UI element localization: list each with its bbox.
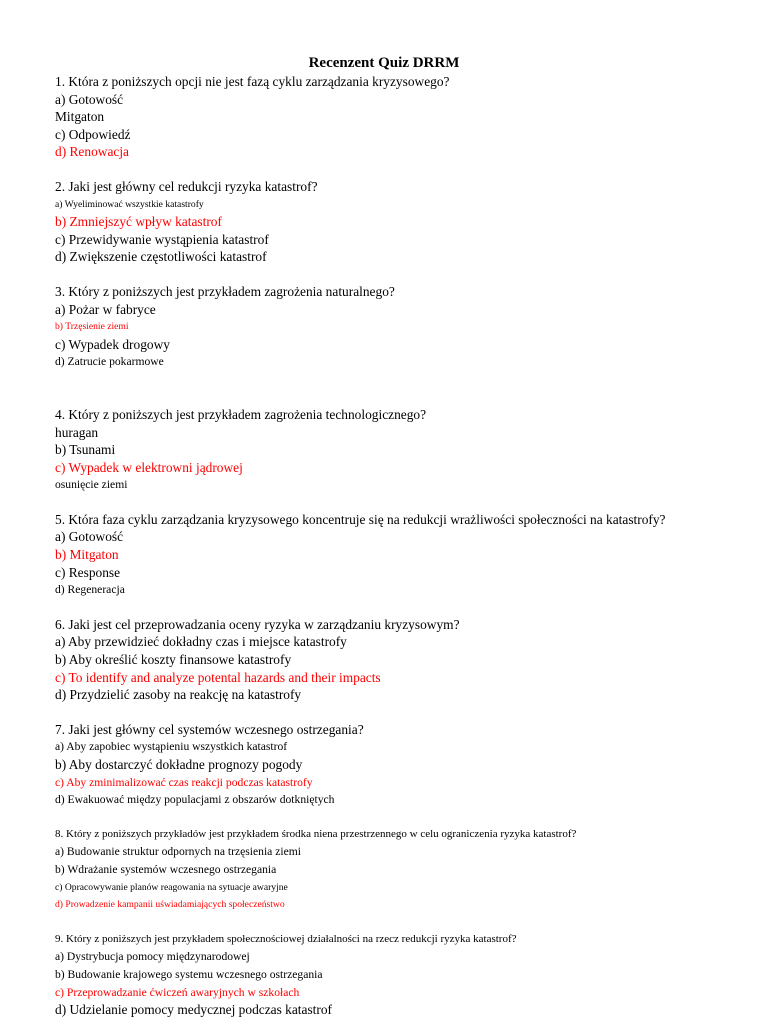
question-spacer [55,266,768,283]
answer-option: huragan [55,424,99,440]
question-spacer [55,494,768,511]
question-spacer [55,599,768,616]
question-4 [55,406,768,494]
answer-option-correct: c) To identify and analyze potental hazards and their impacts [55,669,381,685]
answer-option: c) Opracowywanie planów reagowania na sytuacje awaryjne [55,881,288,893]
question-9 [55,931,768,1019]
answer-option: a) Aby zapobiec wystąpieniu wszystkich katastrof [55,740,288,754]
question-text: 3. Który z poniższych jest przykładem zagrożenia naturalnego? [55,283,395,299]
answer-option: d) Zwiększenie częstotliwości katastrof [55,249,267,265]
answer-option: a) Budowanie struktur odpornych na trzęsienia ziemi [55,845,301,859]
question-text: 4. Który z poniższych jest przykładem zagrożenia technologicznego? [55,406,427,422]
answer-option: c) Response [55,564,121,580]
answer-option: b) Aby dostarczyć dokładne prognozy pogody [55,757,303,772]
answer-option-correct: c) Przeprowadzanie ćwiczeń awaryjnych w szkołach [55,985,300,999]
question-text: 8. Który z poniższych przykładów jest przykładem środka niena przestrzennego w celu ograniczenia ryzyka katastrof? [55,827,577,840]
question-text: 6. Jaki jest cel przeprowadzania oceny ryzyka w zarządzaniu kryzysowym? [55,616,460,632]
question-7 [55,721,768,809]
answer-option-correct: b) Mitgaton [55,547,119,563]
answer-option-correct: b) Zmniejszyć wpływ katastrof [55,214,222,230]
question-text: 2. Jaki jest główny cel redukcji ryzyka katastrof? [55,178,318,194]
document-title: Recenzent Quiz DRRM [308,55,460,71]
answer-option: c) Wypadek drogowy [55,336,170,352]
answer-option: d) Udzielanie pomocy medycznej podczas katastrof [55,1002,332,1018]
answer-option: b) Budowanie krajowego systemu wczesnego ostrzegania [55,967,323,981]
answer-option-correct: c) Aby zminimalizować czas reakcji podczas katastrofy [55,775,313,789]
answer-option: d) Zatrucie pokarmowe [55,355,164,369]
answer-option: d) Przydzielić zasoby na reakcję na katastrofy [55,687,302,703]
answer-option-correct: b) Trzęsienie ziemi [55,321,129,333]
answer-option: a) Gotowość [55,91,124,107]
answer-option: d) Regeneracja [55,583,125,597]
question-spacer [55,914,768,931]
answer-option: c) Przewidywanie wystąpienia katastrof [55,231,269,247]
answer-option: a) Dystrybucja pomocy międzynarodowej [55,950,250,964]
question-spacer [55,809,768,826]
question-2 [55,178,768,266]
answer-option: c) Odpowiedź [55,126,131,142]
answer-option-correct: d) Renowacja [55,144,129,160]
answer-option: d) Ewakuować między populacjami z obszarów dotkniętych [55,793,335,807]
question-text: 5. Która faza cyklu zarządzania kryzysowego koncentruje się na redukcji wrażliwości społeczności na katastrofy? [55,511,666,527]
question-3 [55,283,768,371]
answer-option: a) Wyeliminować wszystkie katastrofy [55,198,204,210]
question-spacer [55,161,768,178]
question-list [55,73,768,1019]
question-spacer [55,371,768,406]
answer-option: a) Gotowość [55,529,124,545]
answer-option: osunięcie ziemi [55,478,128,492]
question-text: 7. Jaki jest główny cel systemów wczesnego ostrzegania? [55,721,364,737]
answer-option: a) Pożar w fabryce [55,301,156,317]
answer-option-correct: d) Prowadzenie kampanii uświadamiających społeczeństwo [55,899,285,911]
answer-option: b) Tsunami [55,442,116,458]
answer-option: b) Aby określić koszty finansowe katastrofy [55,652,292,668]
question-text: 9. Który z poniższych jest przykładem społecznościowej działalności na rzecz redukcji ryzyka katastrof? [55,932,517,945]
question-1 [55,73,768,161]
question-8 [55,826,768,914]
answer-option-correct: c) Wypadek w elektrowni jądrowej [55,459,243,475]
question-6 [55,616,768,704]
question-spacer [55,704,768,721]
question-text: 1. Która z poniższych opcji nie jest fazą cyklu zarządzania kryzysowego? [55,74,450,89]
question-5 [55,511,768,599]
answer-option: Mitgaton [55,109,105,125]
answer-option: a) Aby przewidzieć dokładny czas i miejsce katastrofy [55,634,347,650]
answer-option: b) Wdrażanie systemów wczesnego ostrzegania [55,862,277,876]
